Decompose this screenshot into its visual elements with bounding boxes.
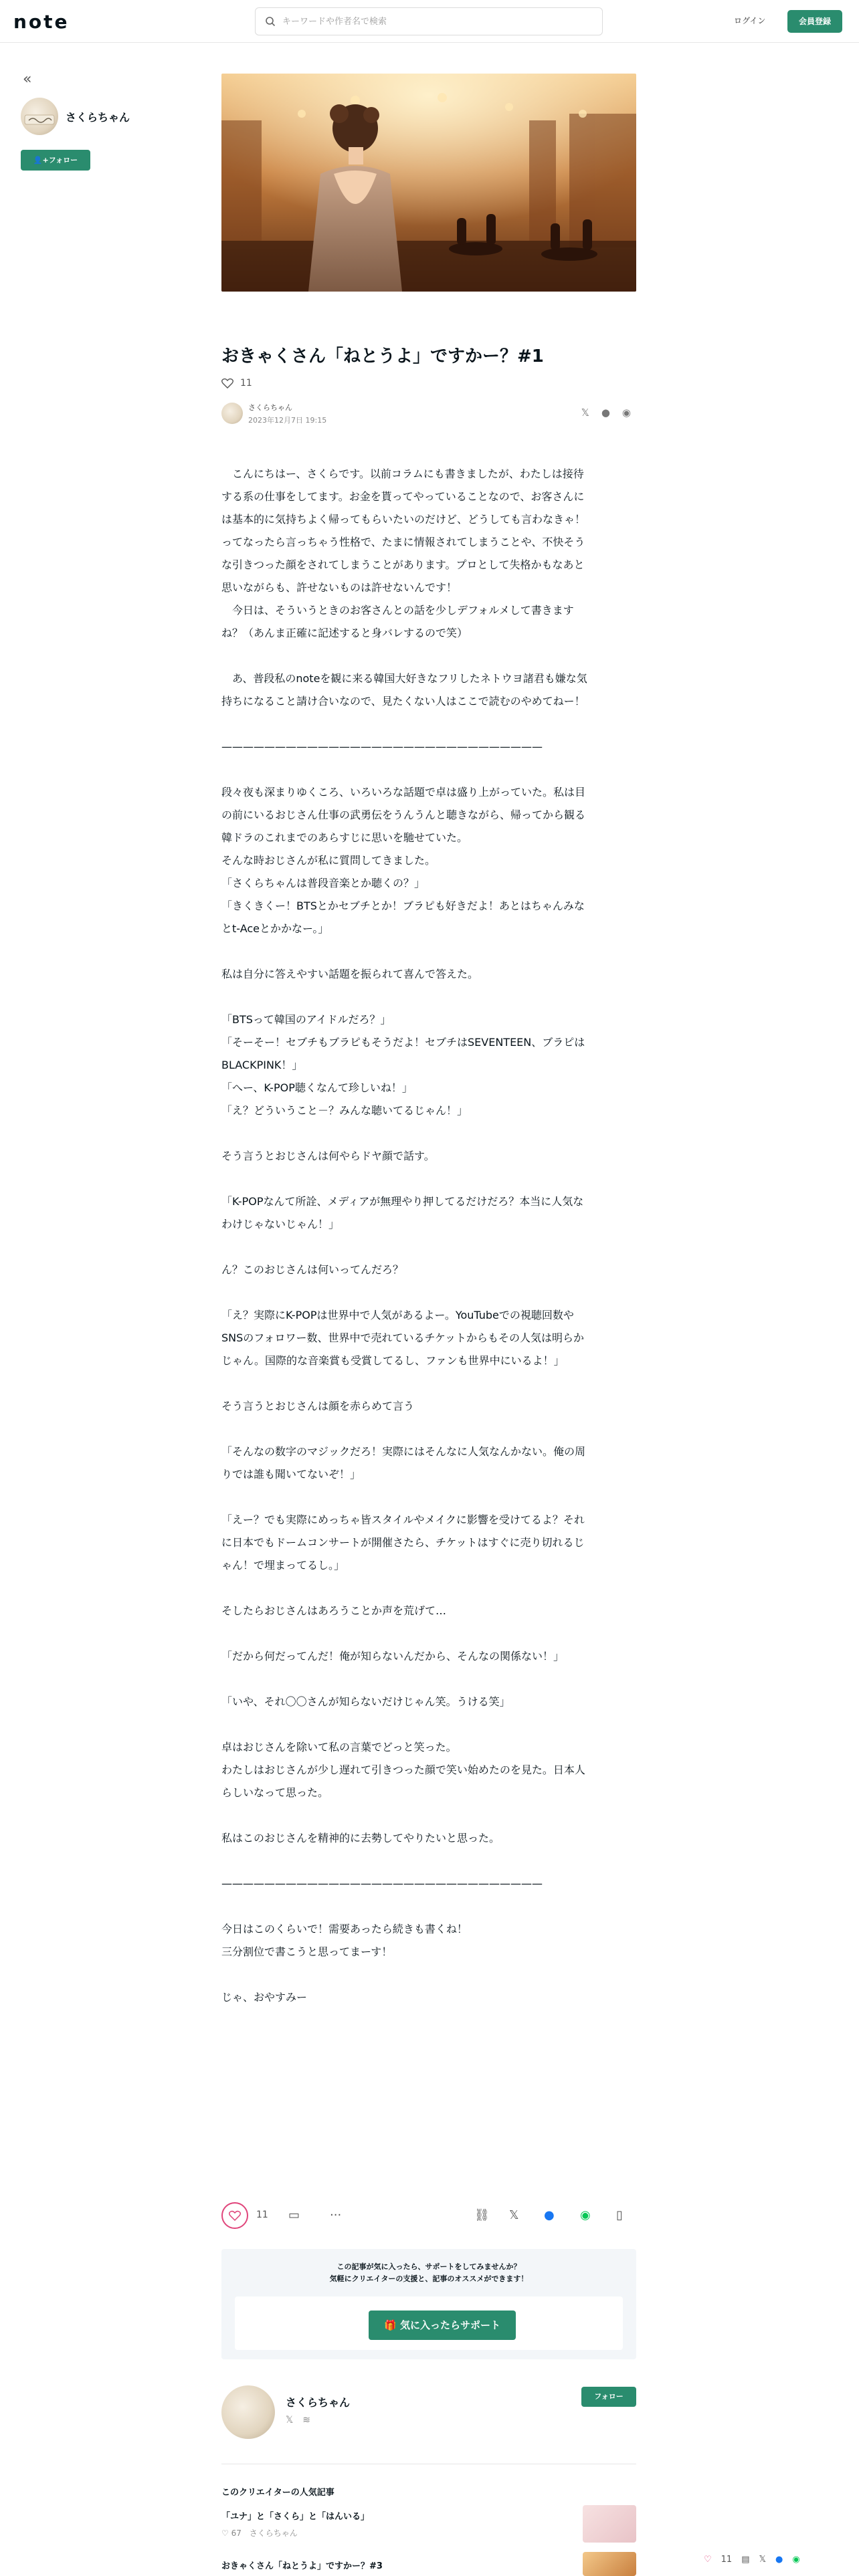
facebook-share-icon[interactable]: ● [601, 407, 610, 419]
sidebar-follow-button[interactable]: 👤+フォロー [21, 150, 90, 171]
floating-action-bar: ♡ 11 ▤ 𝕏 ● ◉ [704, 2554, 800, 2565]
article-paragraph: 「へー、K-POP聴くなんて珍しいね！」 [221, 1081, 413, 1094]
article-paragraph: じゃん。国際的な音楽賞も受賞してるし、ファンも世界中にいるよ！」 [221, 1354, 565, 1367]
article-paragraph: 「きくきくー！BTSとかセブチとか！ブラピも好きだよ！あとはちゃんみな [221, 899, 585, 912]
article-paragraph [221, 1372, 636, 1395]
article-paragraph: 「えー？でも実際にめっちゃ皆スタイルやメイクに影響を受けてるよ？それ [221, 1513, 585, 1526]
article-paragraph [221, 1804, 636, 1827]
search-input[interactable] [282, 8, 590, 35]
creator-avatar[interactable] [221, 2385, 275, 2439]
line-share-icon[interactable]: ◉ [580, 2208, 591, 2222]
bookmark-icon[interactable]: ▯ [616, 2208, 623, 2222]
magazine-icon[interactable]: ▤ [741, 2554, 750, 2565]
article-paragraph: そう言うとおじさんは何やらドヤ顔で話す。 [221, 1150, 435, 1162]
article-paragraph: 思いながらも、許せないものは許せないんです！ [221, 581, 458, 594]
author-avatar-small[interactable] [221, 403, 243, 424]
article-paragraph: 「BTSって韓国のアイドルだろ？」 [221, 1013, 391, 1026]
support-button[interactable]: 🎁 気に入ったらサポート [369, 2311, 516, 2340]
article-thumbnail [583, 2505, 636, 2543]
x-profile-icon[interactable]: 𝕏 [286, 2415, 294, 2426]
article-paragraph [221, 986, 636, 1008]
article-paragraph [221, 1281, 636, 1304]
article-paragraph [221, 1418, 636, 1440]
article-paragraph: らしいなって思った。 [221, 1786, 329, 1799]
hero-image [221, 74, 636, 292]
comment-icon[interactable]: ▭ [288, 2208, 300, 2222]
article-paragraph: じゃ、おやすみー [221, 1991, 308, 2004]
article-paragraph: 今日はこのくらいで！需要あったら続きも書くね！ [221, 1923, 468, 1935]
like-button[interactable] [221, 2202, 248, 2229]
article-paragraph: わたしはおじさんが少し遅れて引きつった顔で笑い始めたのを見た。日本人 [221, 1763, 585, 1776]
login-link[interactable]: ログイン [734, 16, 766, 25]
user-plus-icon: 👤+ [33, 156, 49, 165]
article-paragraph: 卓はおじさんを除いて私の言葉でどっと笑った。 [221, 1741, 457, 1753]
article-paragraph: な引きつった顔をされてしまうことがあります。プロとして失格かもなあと [221, 558, 585, 571]
facebook-share-icon[interactable]: ● [544, 2208, 555, 2222]
author-row [221, 401, 636, 428]
article-paragraph: こんにちはー、さくらです。以前コラムにも書きましたが、わたしは接待 [221, 467, 584, 480]
article-thumbnail [583, 2552, 636, 2576]
creator-name[interactable]: さくらちゃん [286, 2396, 351, 2409]
site-header [0, 0, 859, 43]
article-paragraph: 「だから何だってんだ！俺が知らないんだから、そんなの関係ない！」 [221, 1650, 565, 1662]
share-buttons-top [581, 407, 631, 419]
support-message: この記事が気に入ったら、サポートをしてみませんか？ 気軽にクリエイターの支援と、記事のオススメができます！ [329, 2262, 529, 2283]
creator-follow-button[interactable]: フォロー [581, 2387, 636, 2407]
article-paragraph: BLACKPINK！」 [221, 1059, 303, 1071]
article-paragraph [221, 1963, 636, 1986]
article-paragraph: 「K-POPなんて所詮、メディアが無理やり押してるだけだろ？本当に人気な [221, 1195, 584, 1208]
x-share-icon[interactable]: 𝕏 [759, 2554, 766, 2565]
popular-article-item[interactable]: 「ユナ」と「さくら」と「はんいる」 ♡ 67 さくらちゃん [221, 2509, 636, 2539]
article-paragraph: ん？このおじさんは何いってんだろ？ [221, 1263, 404, 1276]
article-paragraph: そしたらおじさんはあろうことか声を荒げて… [221, 1604, 447, 1617]
article-paragraph: そんな時おじさんが私に質問してきました。 [221, 854, 436, 867]
article-paragraph [221, 1850, 636, 1872]
article-paragraph: あ、普段私のnoteを観に来る韓国大好きなフリしたネトウヨ諸君も嫌な気 [221, 672, 587, 685]
line-share-icon[interactable]: ◉ [622, 407, 631, 419]
sidebar-author-name[interactable]: さくらちゃん [66, 111, 130, 124]
article-paragraph [221, 1668, 636, 1691]
article-paragraph: 三分割位で書こうと思ってまーす！ [221, 1945, 393, 1958]
author-name[interactable]: さくらちゃん [248, 403, 292, 412]
article-paragraph: は基本的に気持ちよく帰ってもらいたいのだけど、どうしても言わなきゃ！ [221, 513, 586, 526]
like-count: 11 [256, 2210, 268, 2220]
article-paragraph: 私はこのおじさんを精神的に去勢してやりたいと思った。 [221, 1832, 500, 1844]
support-inner [235, 2296, 623, 2350]
article-paragraph: 「さくらちゃんは普段音楽とか聴くの？」 [221, 877, 425, 889]
article-like-count[interactable]: 11 [221, 375, 252, 391]
creator-card [221, 2385, 636, 2452]
article-paragraph [221, 1577, 636, 1600]
article-paragraph: とt-Aceとかかなー。」 [221, 922, 329, 935]
article-title: おきゃくさん「ねとうよ」ですかー？#1 [221, 346, 544, 366]
heart-icon [229, 2210, 241, 2221]
article-paragraph: そう言うとおじさんは顔を赤らめて言う [221, 1400, 415, 1412]
article-paragraph [221, 645, 636, 667]
article-paragraph: 「え？実際にK-POPは世界中で人気があるよー。YouTubeでの視聴回数や [221, 1309, 574, 1321]
line-share-icon[interactable]: ◉ [792, 2554, 800, 2565]
article-paragraph [221, 1168, 636, 1190]
article-paragraph [221, 1622, 636, 1645]
article-paragraph: —————————————————————————————— [221, 740, 543, 753]
article-paragraph: 今日は、そういうときのお客さんとの話を少しデフォルメして書きます [221, 604, 574, 617]
gift-icon: 🎁 [384, 2319, 400, 2331]
article-paragraph: 韓ドラのこれまでのあらすじに思いを馳せていた。 [221, 831, 468, 844]
article-body [221, 463, 636, 2009]
publish-date: 2023年12月7日 19:15 [248, 416, 327, 425]
article-paragraph: —————————————————————————————— [221, 1877, 543, 1890]
article-paragraph: りでは誰も聞いてないぞ！」 [221, 1468, 361, 1481]
popular-articles-heading: このクリエイターの人気記事 [221, 2488, 335, 2498]
article-actions [221, 2202, 636, 2232]
article-paragraph: 「そんなの数字のマジックだろ！実際にはそんなに人気なんかない。俺の周 [221, 1445, 586, 1458]
link-icon[interactable]: ⛓ [474, 2208, 490, 2222]
heart-icon[interactable]: ♡ [704, 2554, 712, 2565]
article-paragraph [221, 1486, 636, 1509]
article-paragraph: 私は自分に答えやすい話題を振られて喜んで答えた。 [221, 968, 479, 980]
search-box[interactable] [255, 7, 603, 35]
avatar-illustration-icon [21, 98, 58, 135]
article-paragraph: 持ちになること請け合いなので、見たくない人はここで読むのやめてねー！ [221, 695, 585, 708]
article-paragraph [221, 1122, 636, 1145]
article-paragraph: 段々夜も深まりゆくころ、いろいろな話題で卓は盛り上がっていた。私は目 [221, 786, 586, 798]
collapse-sidebar-icon[interactable]: « [23, 71, 32, 88]
x-share-icon[interactable]: 𝕏 [509, 2208, 519, 2222]
article-paragraph [221, 1895, 636, 1918]
search-icon [265, 16, 276, 27]
article-paragraph: ってなったら言っちゃう性格で、たまに情報されてしまうことや、不快そう [221, 536, 585, 548]
article-paragraph [221, 713, 636, 736]
x-share-icon[interactable]: 𝕏 [581, 407, 589, 419]
article-paragraph: わけじゃないじゃん！」 [221, 1218, 340, 1230]
popular-article-item[interactable]: おきゃくさん「ねとうよ」ですかー？#3 [221, 2559, 636, 2571]
article-paragraph: する系の仕事をしてます。お金を貰ってやっていることなので、お客さんに [221, 490, 585, 503]
heart-icon [221, 378, 233, 389]
article-paragraph [221, 1236, 636, 1259]
article-paragraph [221, 758, 636, 781]
article-paragraph: に日本でもドームコンサートが開催さたら、チケットはすぐに売り切れるじ [221, 1536, 585, 1549]
facebook-share-icon[interactable]: ● [775, 2554, 783, 2565]
article-paragraph: 「そーそー！セブチもブラピもそうだよ！セブチはSEVENTEEN、ブラピは [221, 1036, 585, 1049]
article-paragraph: の前にいるおじさん仕事の武勇伝をうんうんと聴きながら、帰ってから観る [221, 809, 586, 821]
article-paragraph: 「いや、それ〇〇さんが知らないだけじゃん笑。うける笑」 [221, 1695, 510, 1708]
note-logo[interactable]: note [13, 11, 70, 33]
rss-icon[interactable]: ≋ [302, 2415, 311, 2426]
article-paragraph: 「え？どういうこと－？みんな聴いてるじゃん！」 [221, 1104, 468, 1117]
hero-illustration [221, 74, 636, 292]
heart-icon: ♡ [221, 2529, 231, 2538]
article-paragraph: SNSのフォロワー数、世界中で売れているチケットからもその人気は明らか [221, 1331, 585, 1344]
article-paragraph: ね？（あんま正確に記述すると身バレするので笑） [221, 627, 468, 639]
creator-links [286, 2415, 310, 2426]
author-avatar[interactable] [21, 98, 58, 135]
article-paragraph [221, 940, 636, 963]
signup-button[interactable]: 会員登録 [787, 10, 842, 33]
article-paragraph [221, 1713, 636, 1736]
more-icon[interactable]: ··· [330, 2208, 342, 2222]
support-box [221, 2249, 636, 2359]
article-paragraph: ゃん！で埋まってるし。」 [221, 1559, 345, 1572]
